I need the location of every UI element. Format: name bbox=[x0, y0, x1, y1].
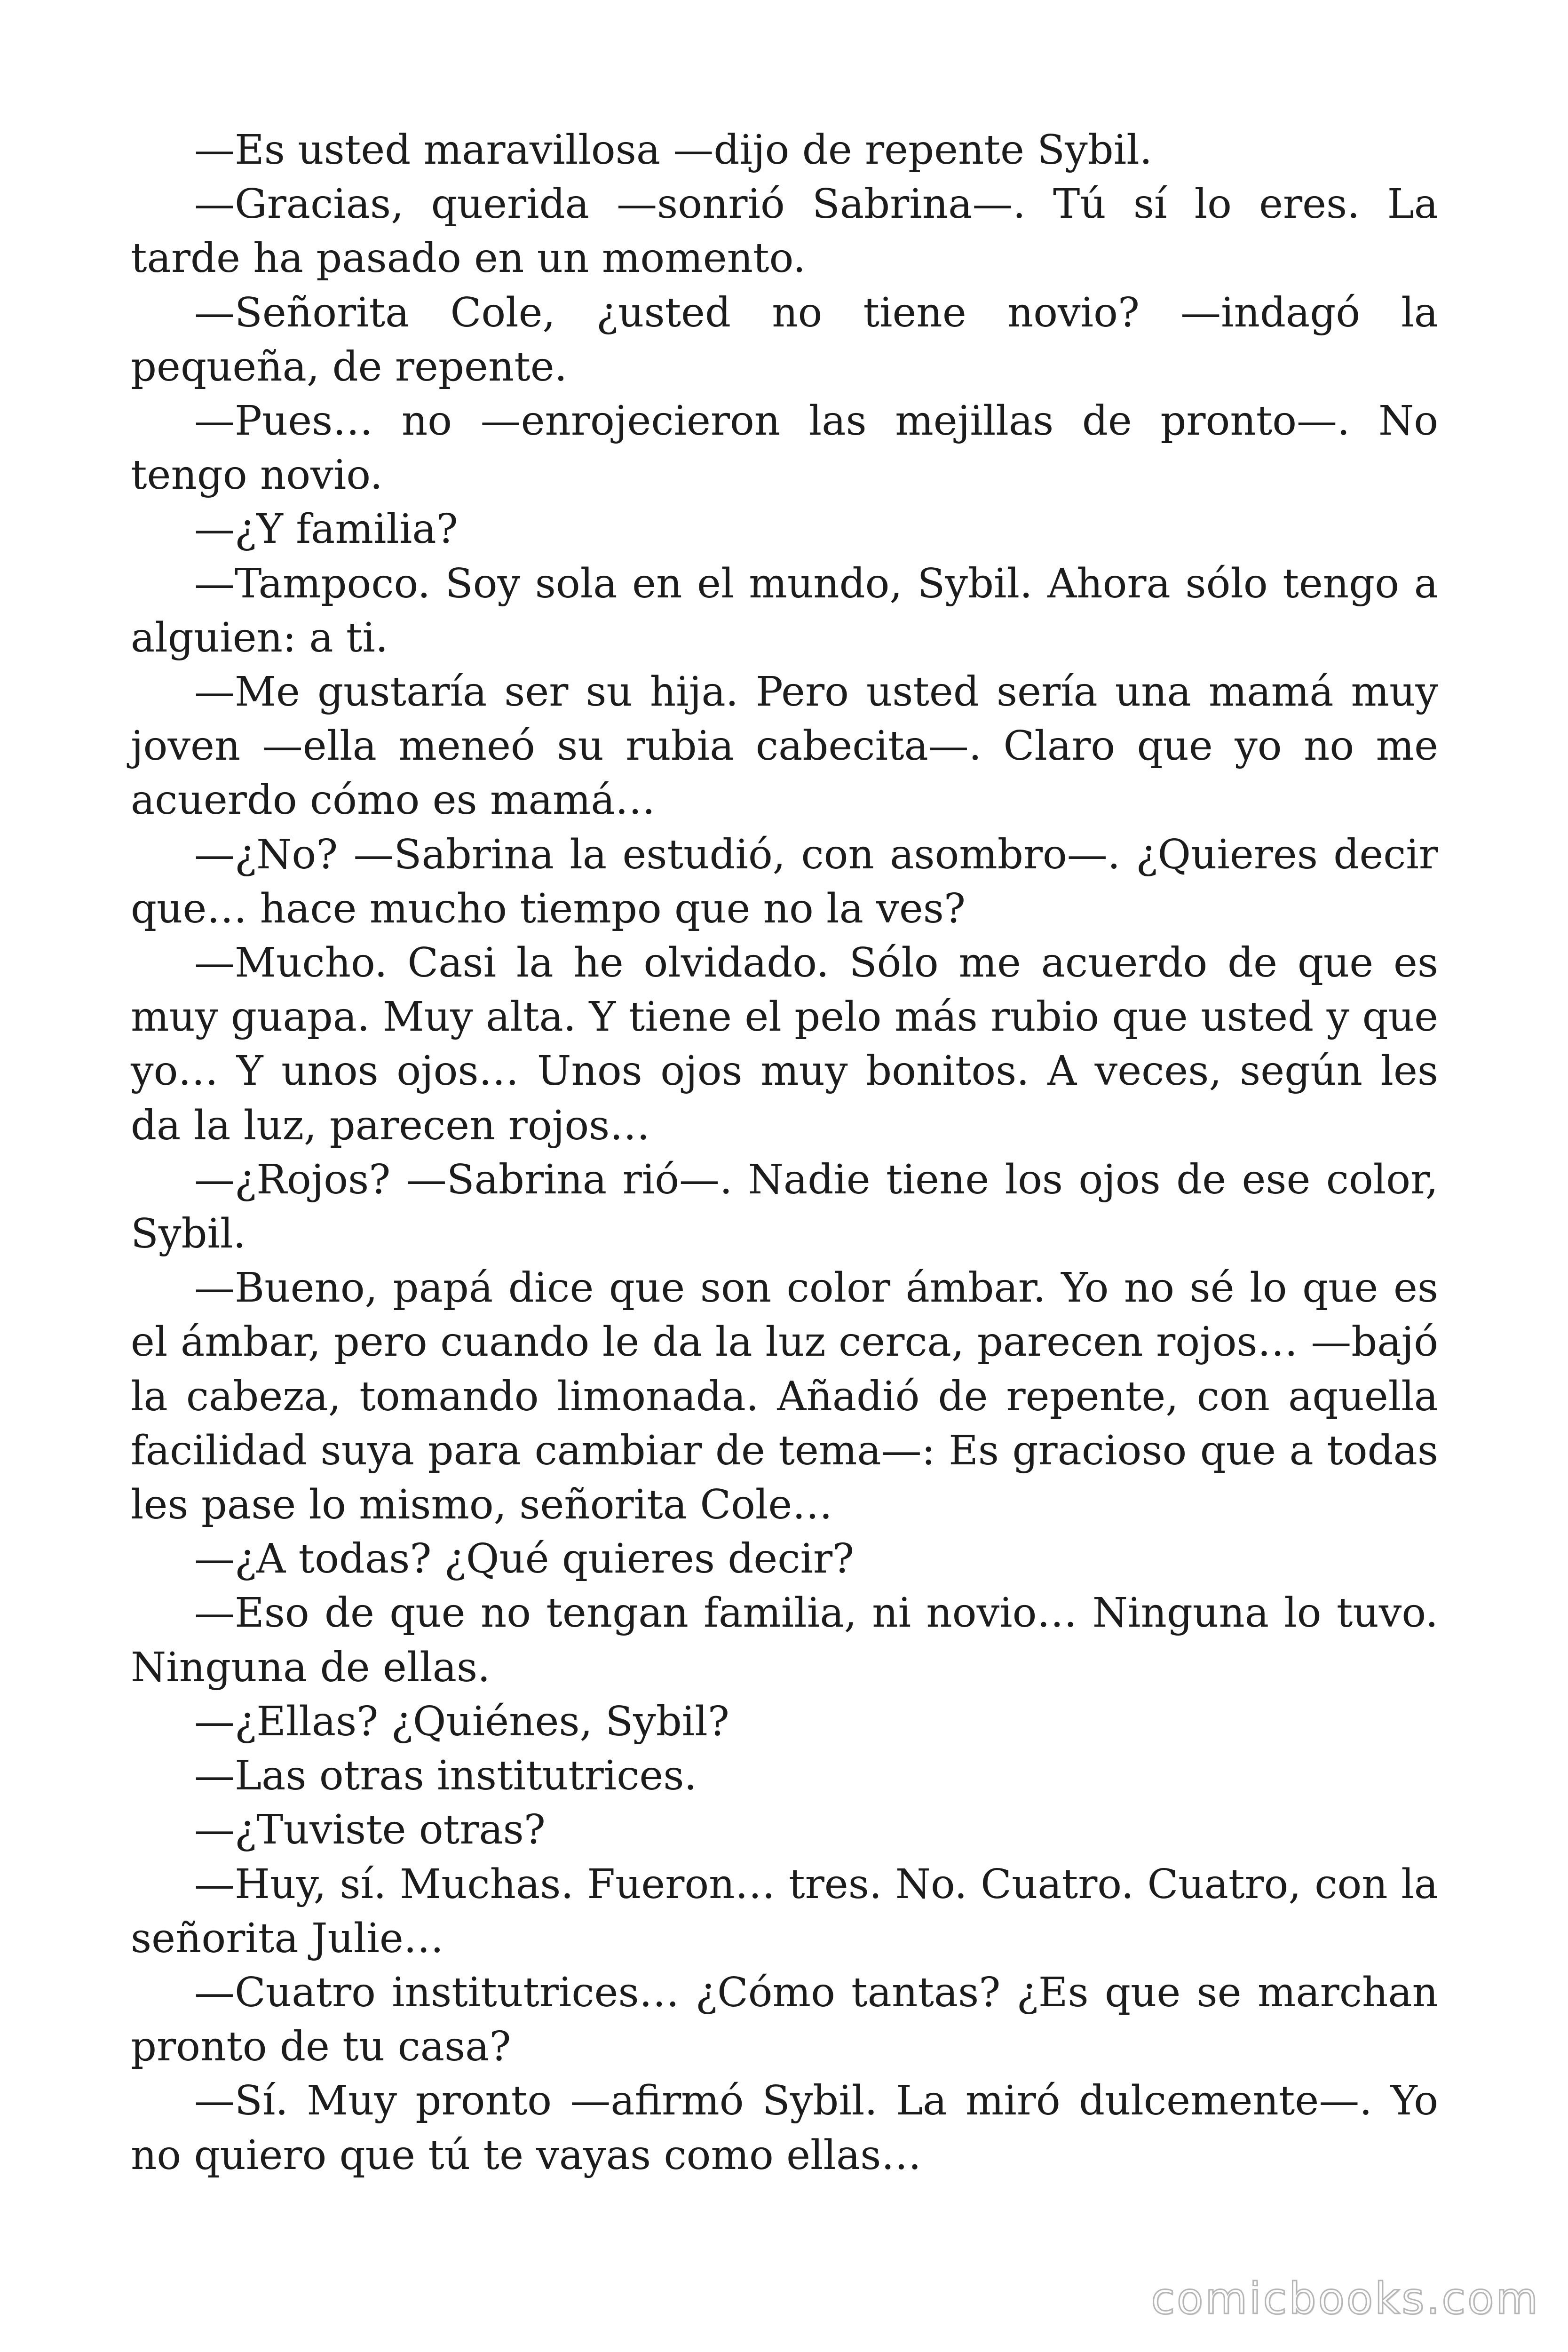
paragraph: —Gracias, querida —sonrió Sabrina—. Tú sí lo eres. La tarde ha pasado en un momento. bbox=[131, 181, 1438, 282]
paragraph: —Tampoco. Soy sola en el mundo, Sybil. Ahora sólo tengo a alguien: a ti. bbox=[131, 560, 1438, 661]
paragraph: —¿Rojos? —Sabrina rió—. Nadie tiene los ojos de ese color, Sybil. bbox=[131, 1156, 1438, 1258]
paragraph: —Señorita Cole, ¿usted no tiene novio? —indagó la pequeña, de repente. bbox=[131, 289, 1438, 390]
paragraph: —Me gustaría ser su hija. Pero usted sería una mamá muy joven —ella meneó su rubia cabecita—. Claro que yo no me acuerdo cómo es mamá… bbox=[131, 668, 1438, 824]
paragraph: —Bueno, papá dice que son color ámbar. Yo no sé lo que es el ámbar, pero cuando le da la luz cerca, parecen rojos… —bajó la cabeza, tomando limonada. Añadió de repente, con aquella facilidad suya para cambiar de tema—: Es gracioso que a todas les pase lo mismo, señorita Cole… bbox=[131, 1264, 1438, 1529]
paragraph: —Cuatro institutrices… ¿Cómo tantas? ¿Es que se marchan pronto de tu casa? bbox=[131, 1969, 1438, 2071]
paragraph: —Pues… no —enrojecieron las mejillas de pronto—. No tengo novio. bbox=[131, 397, 1438, 499]
paragraph: —Mucho. Casi la he olvidado. Sólo me acuerdo de que es muy guapa. Muy alta. Y tiene el pelo más rubio que usted y que yo… Y unos ojos… Unos ojos muy bonitos. A veces, según les da la luz, parecen rojos… bbox=[131, 939, 1438, 1149]
paragraph: —¿Ellas? ¿Quiénes, Sybil? bbox=[194, 1698, 729, 1745]
paragraph: —Huy, sí. Muchas. Fueron… tres. No. Cuatro. Cuatro, con la señorita Julie… bbox=[131, 1860, 1438, 1962]
paragraph: —¿Y familia? bbox=[194, 506, 458, 553]
paragraph: —Eso de que no tengan familia, ni novio… Ninguna lo tuvo. Ninguna de ellas. bbox=[131, 1589, 1438, 1691]
watermark: comicbooks.com bbox=[1151, 2273, 1540, 2324]
paragraph: —¿No? —Sabrina la estudió, con asombro—. ¿Quieres decir que… hace mucho tiempo que no la ves? bbox=[131, 831, 1438, 932]
paragraph: —Es usted maravillosa —dijo de repente Sybil. bbox=[194, 127, 1153, 174]
page-text bbox=[131, 123, 1438, 2183]
paragraph: —Las otras institutrices. bbox=[194, 1752, 697, 1800]
paragraph: —Sí. Muy pronto —afirmó Sybil. La miró dulcemente—. Yo no quiero que tú te vayas como ellas… bbox=[131, 2077, 1438, 2179]
paragraph: —¿A todas? ¿Qué quieres decir? bbox=[194, 1535, 855, 1583]
paragraph: —¿Tuviste otras? bbox=[194, 1806, 546, 1854]
